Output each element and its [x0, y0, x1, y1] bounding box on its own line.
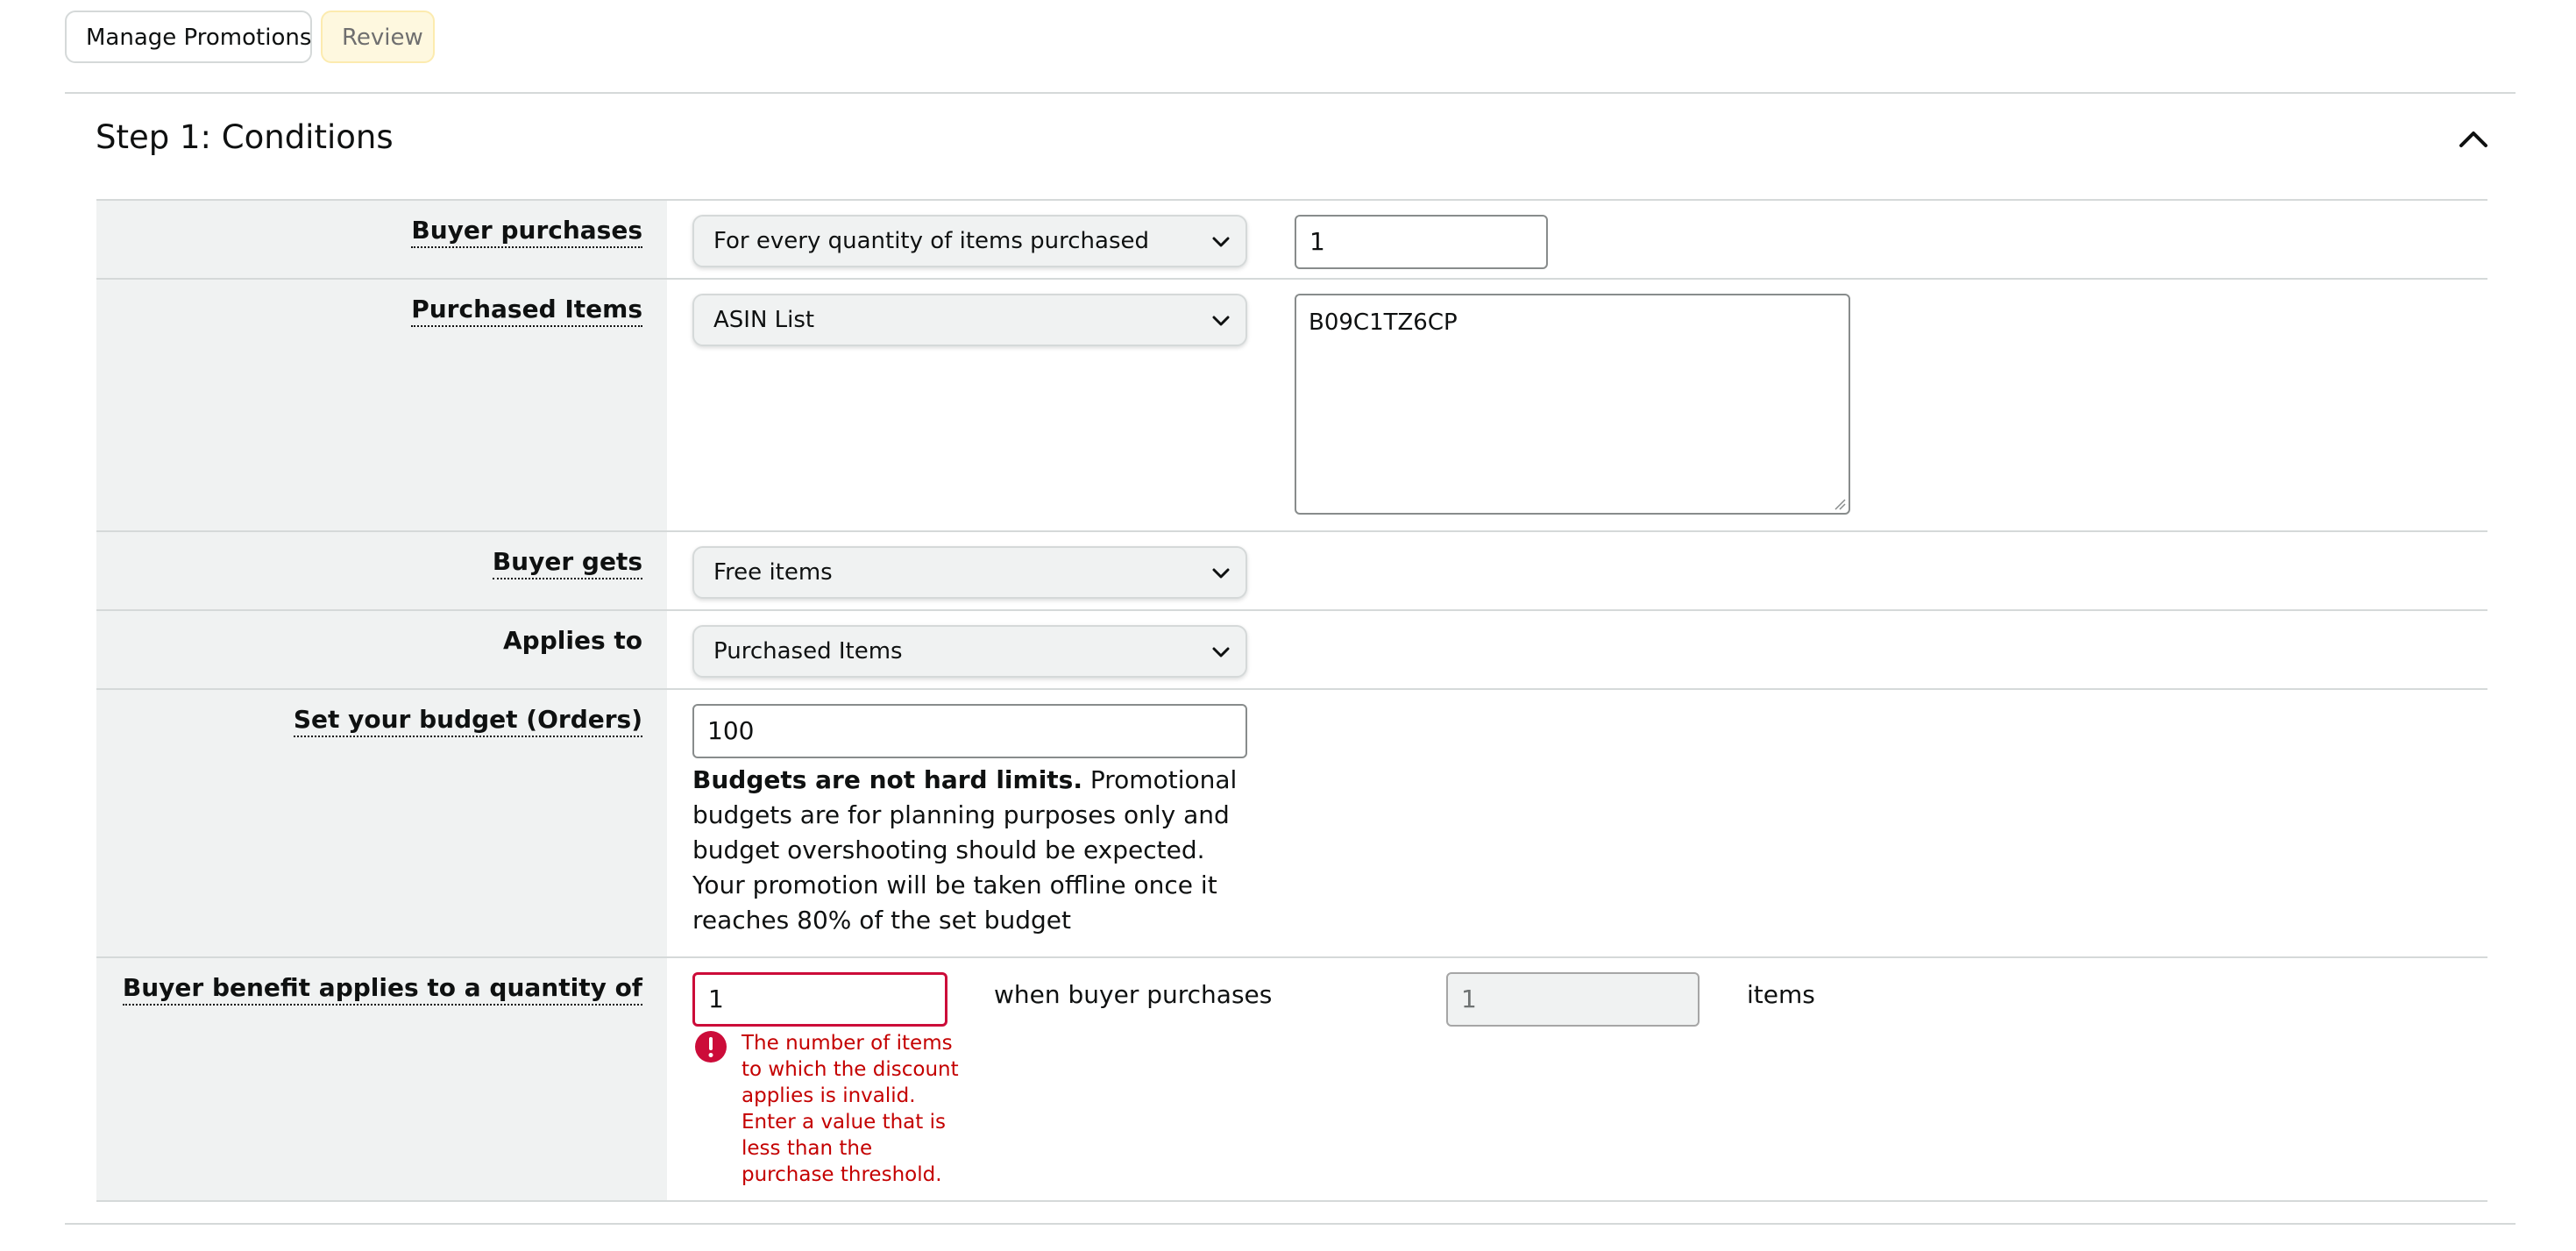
- applies-to-row: [96, 609, 2487, 690]
- applies-to-select-value: Purchased Items: [713, 638, 903, 665]
- resize-grip-icon[interactable]: [1834, 498, 1846, 510]
- buyer-purchases-select[interactable]: [692, 215, 1247, 267]
- purchased-items-row: [96, 278, 2487, 532]
- buyer-gets-select[interactable]: [692, 546, 1247, 599]
- buyer-purchases-row: [96, 199, 2487, 280]
- buyer-purchases-quantity-input[interactable]: 1: [1295, 215, 1548, 269]
- benefit-quantity-input[interactable]: 1: [692, 972, 947, 1027]
- budget-note: [692, 763, 1253, 938]
- buyer-gets-select-value: Free items: [713, 559, 833, 586]
- applies-to-select[interactable]: [692, 625, 1247, 678]
- chevron-down-icon: [1210, 564, 1231, 583]
- review-tab[interactable]: Review: [321, 11, 435, 63]
- purchased-items-select-value: ASIN List: [713, 307, 815, 333]
- buyer-purchases-label[interactable]: Buyer purchases: [411, 215, 642, 248]
- buyer-gets-label[interactable]: Buyer gets: [493, 546, 642, 579]
- benefit-quantity-row: [96, 956, 2487, 1202]
- purchased-items-label[interactable]: Purchased Items: [411, 294, 642, 327]
- buyer-gets-row: [96, 530, 2487, 611]
- budget-input[interactable]: 100: [692, 704, 1247, 758]
- chevron-down-icon: [1210, 232, 1231, 252]
- chevron-down-icon: [1210, 643, 1231, 662]
- chevron-up-icon[interactable]: [2456, 123, 2491, 153]
- section-title: Step 1: Conditions: [96, 118, 394, 156]
- label-cell: [96, 280, 667, 532]
- benefit-quantity-label[interactable]: Buyer benefit applies to a quantity of: [123, 972, 642, 1006]
- purchase-threshold-input: 1: [1446, 972, 1700, 1027]
- budget-row: [96, 688, 2487, 958]
- buyer-purchases-select-value: For every quantity of items purchased: [713, 228, 1149, 254]
- chevron-down-icon: [1210, 311, 1231, 331]
- error-alert-icon: [694, 1030, 727, 1063]
- purchased-items-select[interactable]: [692, 294, 1247, 346]
- budget-label[interactable]: Set your budget (Orders): [294, 704, 642, 737]
- items-text: items: [1747, 980, 1815, 1009]
- benefit-quantity-error-message: The number of items to which the discount applies is invalid. Enter a value that is less than the purchase threshold.: [742, 1032, 959, 1186]
- budget-note-text: Promotional budgets are for planning purposes only and budget overshooting should be expected. Your promotion will be taken offline once it reaches 80% of the set budget: [692, 765, 1238, 935]
- budget-note-bold: Budgets are not hard limits.: [692, 765, 1082, 794]
- label-cell: [96, 958, 667, 1200]
- label-cell: [96, 532, 667, 611]
- applies-to-label: Applies to: [503, 626, 642, 655]
- label-cell: [96, 201, 667, 280]
- footer-divider: [65, 1223, 2516, 1225]
- asin-list-value: B09C1TZ6CP: [1309, 309, 1458, 336]
- label-cell: [96, 690, 667, 958]
- when-buyer-purchases-text: when buyer purchases: [994, 980, 1273, 1009]
- label-cell: [96, 611, 667, 690]
- manage-promotions-tab[interactable]: Manage Promotions: [65, 11, 312, 63]
- header-divider: [65, 92, 2516, 94]
- asin-list-textarea[interactable]: [1295, 294, 1850, 515]
